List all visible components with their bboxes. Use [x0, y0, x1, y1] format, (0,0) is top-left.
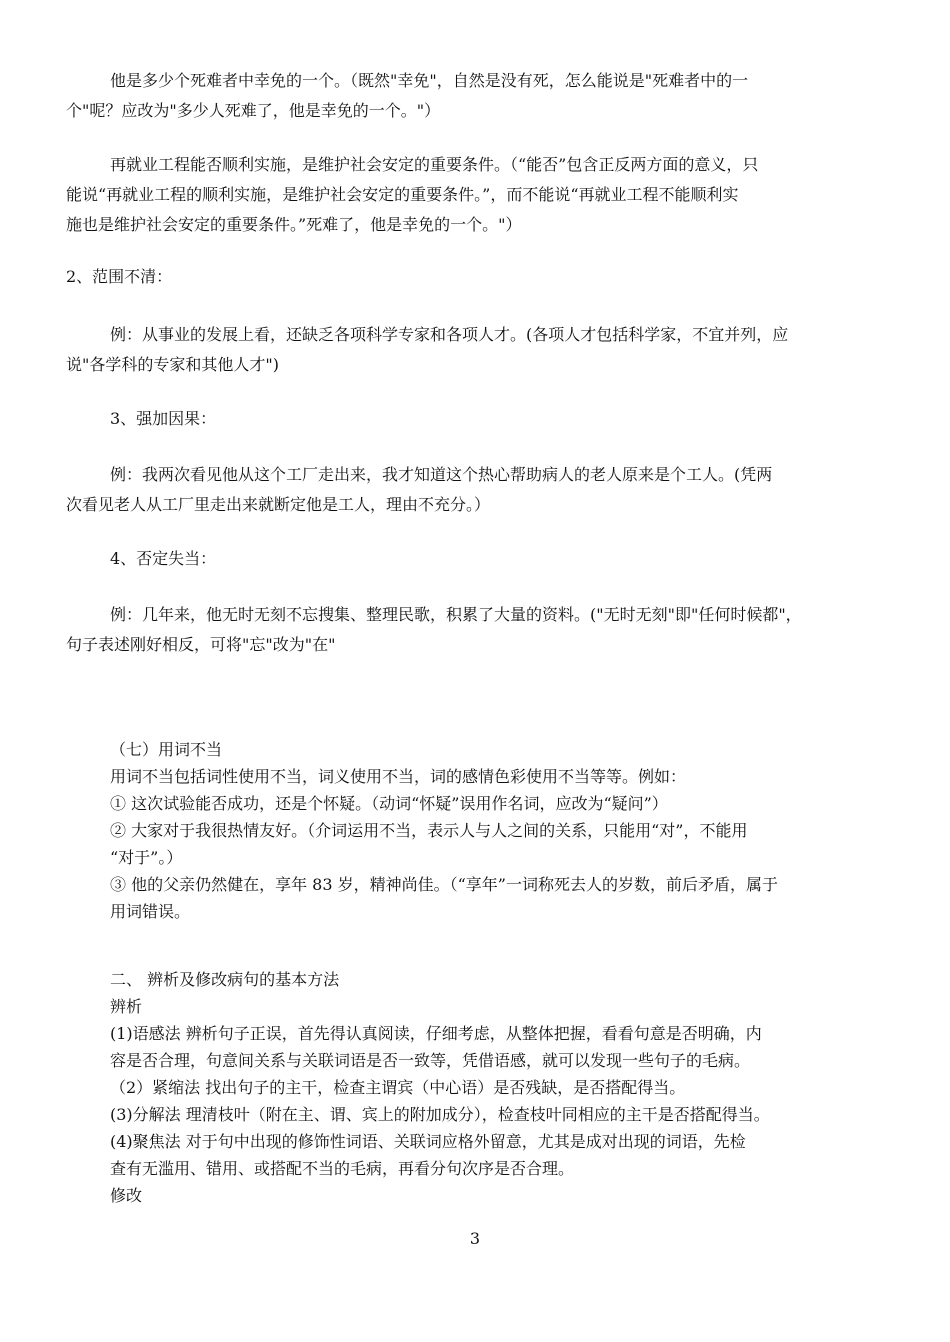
paragraph-line: 施也是维护社会安定的重要条件。”死难了，他是幸免的一个。"） — [66, 215, 522, 234]
paragraph-line: 他是多少个死难者中幸免的一个。（既然"幸免"，自然是没有死，怎么能说是"死难者中的一 — [110, 71, 749, 90]
section-word-misuse — [110, 736, 890, 925]
page-number: 3 — [469, 1229, 481, 1248]
method-item: (3)分解法 理清枝叶（附在主、谓、宾上的附加成分），检查枝叶同相应的主干是否搭配得当。 — [110, 1105, 770, 1124]
example-line: 说"各学科的专家和其他人才") — [66, 355, 279, 374]
section-heading: 二、 辨析及修改病句的基本方法 — [110, 970, 340, 989]
example-line: 次看见老人从工厂里走出来就断定他是工人，理由不充分。） — [66, 495, 491, 514]
method-item-continued: 查有无滥用、错用、或搭配不当的毛病，再看分句次序是否合理。 — [110, 1159, 575, 1178]
example-line: 例：从事业的发展上看，还缺乏各项科学专家和各项人才。(各项人才包括科学家，不宜并列，应 — [110, 325, 789, 344]
list-item: ③ 他的父亲仍然健在，享年 83 岁，精神尚佳。（“享年”一词称死去人的岁数，前后矛盾，属于 — [110, 875, 778, 894]
method-item: （2）紧缩法 找出句子的主干，检查主谓宾（中心语）是否残缺，是否搭配得当。 — [110, 1078, 686, 1097]
subheading: 修改 — [110, 1186, 143, 1205]
section-example — [66, 320, 886, 380]
subheading: 辨析 — [110, 997, 143, 1016]
list-item: ② 大家对于我很热情友好。（介词运用不当，表示人与人之间的关系，只能用“对”，不能用 — [110, 821, 748, 840]
section-example — [66, 600, 886, 660]
section-heading: 2、范围不清： — [66, 267, 173, 286]
method-item-continued: 容是否合理，句意间关系与关联词语是否一致等，凭借语感，就可以发现一些句子的毛病。 — [110, 1051, 751, 1070]
section-intro: 用词不当包括词性使用不当，词义使用不当，词的感情色彩使用不当等等。例如： — [110, 767, 687, 786]
list-item-continued: 用词错误。 — [110, 902, 191, 921]
list-item-continued: “对于”。） — [110, 848, 183, 867]
method-item: (1)语感法 辨析句子正误，首先得认真阅读，仔细考虑，从整体把握，看看句意是否明确，内 — [110, 1024, 762, 1043]
section-heading: （七）用词不当 — [110, 740, 223, 759]
list-item: ① 这次试验能否成功，还是个怀疑。（动词“怀疑”误用作名词，应改为“疑问”） — [110, 794, 668, 813]
paragraph-reemployment — [66, 150, 886, 240]
method-item: (4)聚焦法 对于句中出现的修饰性词语、关联词应格外留意，尤其是成对出现的词语，先检 — [110, 1132, 746, 1151]
paragraph-survivor — [66, 66, 886, 126]
example-line: 句子表述刚好相反，可将"忘"改为"在" — [66, 635, 336, 654]
paragraph-line: 再就业工程能否顺利实施，是维护社会安定的重要条件。（“能否”包含正反两方面的意义，只 — [110, 155, 759, 174]
example-line: 例：几年来，他无时无刻不忘搜集、整理民歌，积累了大量的资料。("无时无刻"即"任何时候都"， — [110, 605, 802, 624]
section-heading: 3、强加因果： — [110, 409, 217, 428]
paragraph-line: 个"呢？应改为"多少人死难了，他是幸免的一个。"） — [66, 101, 441, 120]
example-line: 例：我两次看见他从这个工厂走出来，我才知道这个热心帮助病人的老人原来是个工人。(凭两 — [110, 465, 773, 484]
section-heading: 4、否定失当： — [110, 549, 217, 568]
paragraph-line: 能说“再就业工程的顺利实施，是维护社会安定的重要条件。”，而不能说“再就业工程不能顺利实 — [66, 185, 739, 204]
section-example — [66, 460, 886, 520]
section-methods — [110, 966, 890, 1209]
